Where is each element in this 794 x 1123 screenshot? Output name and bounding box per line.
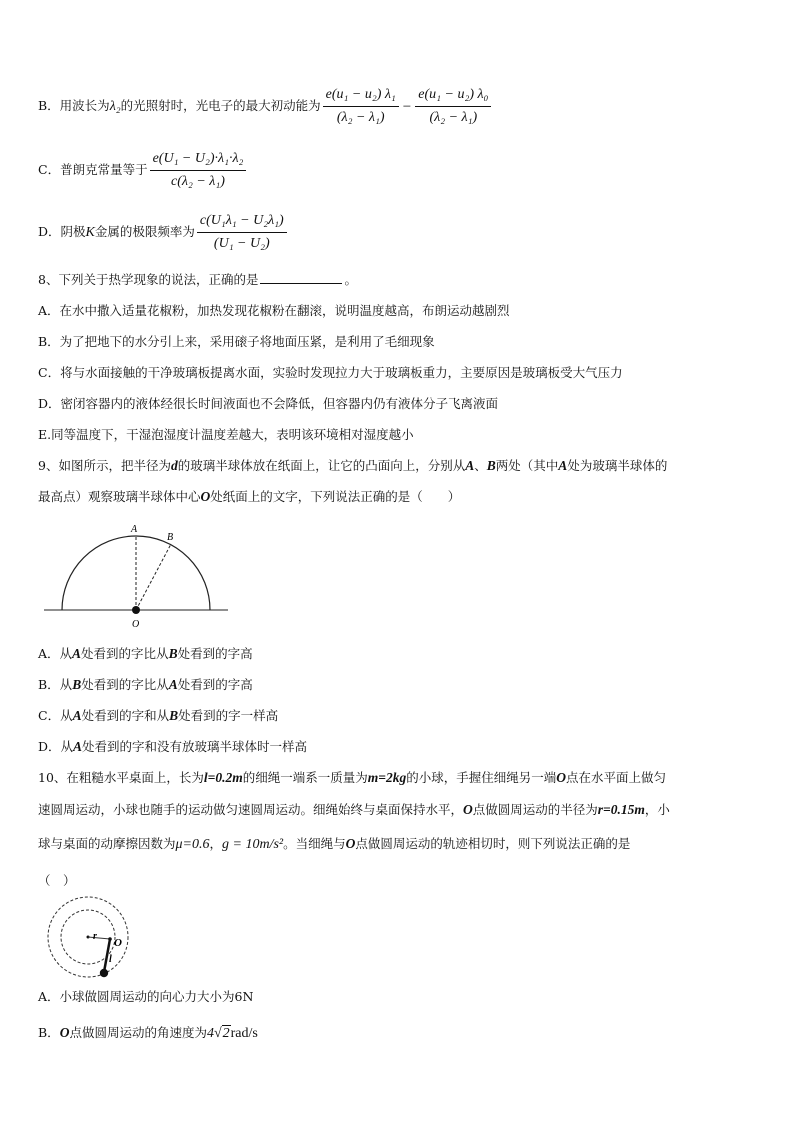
option-text: 的光照射时，光电子的最大初动能为 bbox=[120, 98, 321, 113]
q9-stem-line2 bbox=[38, 488, 460, 506]
stem-text: 处纸面上的文字，下列说法正确的是（ ） bbox=[210, 489, 461, 504]
point-o bbox=[108, 937, 112, 941]
ball bbox=[100, 969, 108, 977]
option-text: 点做圆周运动的角速度为 bbox=[69, 1025, 207, 1040]
label-a: A bbox=[131, 524, 138, 535]
label-r: r bbox=[93, 931, 97, 942]
circular-motion-figure bbox=[40, 894, 140, 984]
option-text: C．从 bbox=[38, 708, 73, 723]
fraction-numerator: e(u₁ − u₂) λ₀ bbox=[415, 86, 491, 107]
fraction-denominator: (λ₂ − λ₁) bbox=[429, 110, 478, 125]
q10-option-a: A．小球做圆周运动的向心力大小为6N bbox=[38, 989, 254, 1004]
hemisphere-figure bbox=[40, 520, 240, 635]
stem-text: 点做圆周运动的半径为 bbox=[472, 802, 598, 817]
radius-line bbox=[88, 937, 110, 939]
q9-stem-line1 bbox=[38, 457, 667, 475]
radicand: 2 bbox=[222, 1026, 230, 1041]
stem-end: 。 bbox=[344, 272, 357, 287]
d-var: d bbox=[170, 458, 178, 473]
q8-option-b: B．为了把地下的水分引上来，采用磙子将地面压紧，是利用了毛细现象 bbox=[38, 334, 435, 349]
answer-blank bbox=[260, 271, 342, 284]
label-l: l bbox=[109, 954, 112, 965]
q10-answer-paren: （ ） bbox=[38, 873, 76, 888]
stem-text: 最高点）观察玻璃半球体中心 bbox=[38, 489, 201, 504]
fraction-2 bbox=[415, 86, 491, 127]
unit: rad/s bbox=[230, 1026, 258, 1041]
q7-option-c bbox=[38, 150, 248, 191]
a-var: A bbox=[72, 646, 82, 661]
option-text: B．从 bbox=[38, 677, 73, 692]
q10-option-b bbox=[38, 1024, 258, 1043]
q8-option-d: D．密闭容器内的液体经很长时间液面也不会降低，但容器内仍有液体分子飞离液面 bbox=[38, 396, 499, 411]
o-var: O bbox=[200, 489, 211, 504]
o-var: O bbox=[59, 1025, 70, 1040]
option-text: B． bbox=[38, 1025, 60, 1040]
stem-text: ，小 bbox=[644, 802, 670, 817]
a-var: A bbox=[72, 708, 82, 723]
option-text: 处看到的字一样高 bbox=[178, 708, 279, 723]
coefficient: 4 bbox=[206, 1026, 214, 1041]
minus-sign: − bbox=[402, 98, 412, 115]
stem-text: 。当细绳与 bbox=[283, 836, 346, 851]
stem-text: 10、在粗糙水平桌面上，长为 bbox=[38, 770, 204, 785]
option-text: 处看到的字比从 bbox=[81, 677, 169, 692]
q9-option-a bbox=[38, 645, 253, 663]
stem-text: 点做圆周运动的轨迹相切时，则下列说法正确的是 bbox=[355, 836, 631, 851]
stem-text: 9、如图所示，把半径为 bbox=[38, 458, 171, 473]
option-label: D．阴极 bbox=[38, 224, 86, 239]
label-b: B bbox=[167, 532, 174, 543]
b-var: B bbox=[486, 458, 496, 473]
q10-stem-line3 bbox=[38, 835, 630, 854]
separator: ， bbox=[209, 836, 223, 851]
fraction-numerator: c(U₁λ₁ − U₂λ₁) bbox=[197, 212, 287, 233]
stem-text: 两处（其中 bbox=[495, 458, 559, 473]
length-value: l=0.2m bbox=[203, 770, 243, 785]
fraction bbox=[197, 212, 287, 253]
stem-text: 的细绳一端系一质量为 bbox=[242, 770, 368, 785]
dashed-line-b bbox=[136, 544, 171, 610]
fraction-denominator: (U₁ − U₂) bbox=[213, 236, 270, 251]
q7-option-d bbox=[38, 212, 289, 253]
option-text: 处看到的字高 bbox=[177, 677, 253, 692]
label-o: O bbox=[114, 937, 122, 949]
q8-option-e: E.同等温度下，干湿泡湿度计温度差越大，表明该环境相对湿度越小 bbox=[38, 427, 414, 442]
lambda2-var: λ₂ bbox=[109, 99, 121, 114]
option-text: 处看到的字和没有放玻璃半球体时一样高 bbox=[82, 739, 308, 754]
k-var: K bbox=[85, 225, 95, 240]
center-point bbox=[132, 606, 140, 614]
stem-text: 点在水平面上做匀 bbox=[565, 770, 666, 785]
o-var: O bbox=[556, 770, 566, 785]
q9-option-b bbox=[38, 676, 253, 694]
fraction bbox=[150, 150, 247, 191]
a-var: A bbox=[168, 677, 178, 692]
option-text: 处看到的字和从 bbox=[81, 708, 170, 723]
option-label: C．普朗克常量等于 bbox=[38, 162, 148, 177]
option-text: A．从 bbox=[38, 646, 73, 661]
option-label: B．用波长为 bbox=[38, 98, 110, 113]
stem-text: 的玻璃半球体放在纸面上，让它的凸面向上，分别从 bbox=[177, 458, 466, 473]
b-var: B bbox=[169, 708, 179, 723]
label-o: O bbox=[132, 619, 140, 630]
o-var: O bbox=[345, 836, 356, 851]
fraction-1 bbox=[323, 86, 399, 127]
stem-text: 球与桌面的动摩擦因数为 bbox=[38, 836, 176, 851]
q8-option-a: A．在水中撒入适量花椒粉，加热发现花椒粉在翻滚，说明温度越高，布朗运动越剧烈 bbox=[38, 303, 510, 318]
mass-value: m=2kg bbox=[367, 770, 407, 785]
separator: 、 bbox=[474, 458, 487, 473]
q8-stem bbox=[38, 271, 357, 289]
a-var: A bbox=[558, 458, 568, 473]
o-var: O bbox=[463, 802, 473, 817]
angular-velocity bbox=[207, 1025, 258, 1041]
stem-text: 的小球，手握住细绳另一端 bbox=[406, 770, 557, 785]
fraction-numerator: e(u₁ − u₂) λ₁ bbox=[323, 86, 399, 107]
q9-option-d bbox=[38, 738, 307, 756]
option-text: 金属的极限频率为 bbox=[94, 224, 195, 239]
fraction-numerator: e(U₁ − U₂)·λ₁·λ₂ bbox=[150, 150, 247, 171]
fraction-denominator: c(λ₂ − λ₁) bbox=[171, 174, 225, 189]
sqrt-sign: √ bbox=[213, 1026, 222, 1041]
friction-coefficient: μ=0.6 bbox=[175, 837, 210, 852]
option-text: 处看到的字比从 bbox=[81, 646, 169, 661]
gravity-value: g = 10m/s² bbox=[222, 837, 284, 852]
stem-text: 处为玻璃半球体的 bbox=[567, 458, 668, 473]
a-var: A bbox=[73, 739, 83, 754]
stem-text: 8、下列关于热学现象的说法，正确的是 bbox=[38, 272, 259, 287]
q8-option-c: C．将与水面接触的干净玻璃板提离水面，实验时发现拉力大于玻璃板重力，主要原因是玻璃板受大气压力 bbox=[38, 365, 623, 380]
option-text: 处看到的字高 bbox=[177, 646, 253, 661]
b-var: B bbox=[168, 646, 178, 661]
q7-option-b bbox=[38, 86, 493, 127]
b-var: B bbox=[72, 677, 82, 692]
radius-value: r=0.15m bbox=[597, 802, 645, 817]
q10-stem-line2 bbox=[38, 801, 670, 819]
stem-text: 速圆周运动，小球也随手的运动做匀速圆周运动。细绳始终与桌面保持水平， bbox=[38, 802, 464, 817]
option-text: D．从 bbox=[38, 739, 74, 754]
q9-option-c bbox=[38, 707, 278, 725]
q10-stem-line1 bbox=[38, 769, 666, 787]
a-var: A bbox=[465, 458, 475, 473]
fraction-denominator: (λ₂ − λ₁) bbox=[336, 110, 385, 125]
